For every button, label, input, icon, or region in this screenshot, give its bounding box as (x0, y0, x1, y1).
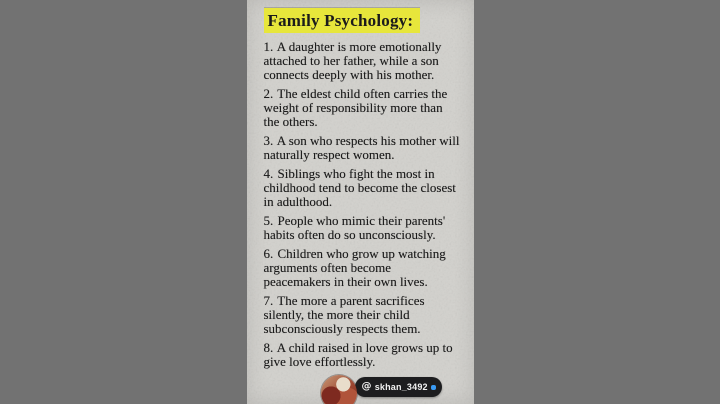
item-number: 3. (263, 133, 274, 148)
attribution (321, 375, 442, 404)
avatar (321, 375, 357, 404)
item-number: 1. (263, 39, 274, 54)
item-text: A son who respects his mother will naturally respect women. (263, 133, 460, 162)
page-title (264, 10, 460, 31)
item-text: Children who grow up watching arguments often become peacemakers in their own lives. (263, 246, 446, 289)
item-number: 4. (263, 166, 274, 181)
quote-card (247, 0, 474, 404)
item-number: 8. (263, 340, 274, 355)
list-item-3 (264, 134, 460, 162)
letterbox-left (0, 0, 247, 404)
list-item-7 (264, 294, 460, 336)
list-item-4 (264, 167, 460, 209)
list-item-2 (264, 87, 460, 129)
item-text: A child raised in love grows up to give love effortlessly. (263, 340, 453, 369)
verified-dot-icon (431, 385, 436, 390)
item-number: 6. (263, 246, 274, 261)
item-text: Siblings who fight the most in childhood tend to become the closest in adulthood. (263, 166, 456, 209)
item-number: 5. (263, 213, 274, 228)
item-text: A daughter is more emotionally attached to her father, while a son connects deeply with his mother. (263, 39, 442, 82)
item-number: 7. (263, 293, 274, 308)
card-content (247, 0, 474, 369)
highlighted-title: Family Psychology: (264, 8, 421, 33)
item-text: The more a parent sacrifices silently, the more their child subconsciously respects them. (263, 293, 425, 336)
item-text: People who mimic their parents' habits often do so unconsciously. (263, 213, 446, 242)
username-badge (355, 377, 442, 397)
letterbox-right (474, 0, 720, 404)
item-number: 2. (263, 86, 274, 101)
threads-logo-icon: @ (361, 381, 372, 392)
item-text: The eldest child often carries the weight of responsibility more than the others. (263, 86, 448, 129)
list-item-8 (264, 341, 460, 369)
list-item-6 (264, 247, 460, 289)
list-item-5 (264, 214, 460, 242)
username-text: skhan_3492 (374, 382, 428, 392)
list-item-1 (264, 40, 460, 82)
